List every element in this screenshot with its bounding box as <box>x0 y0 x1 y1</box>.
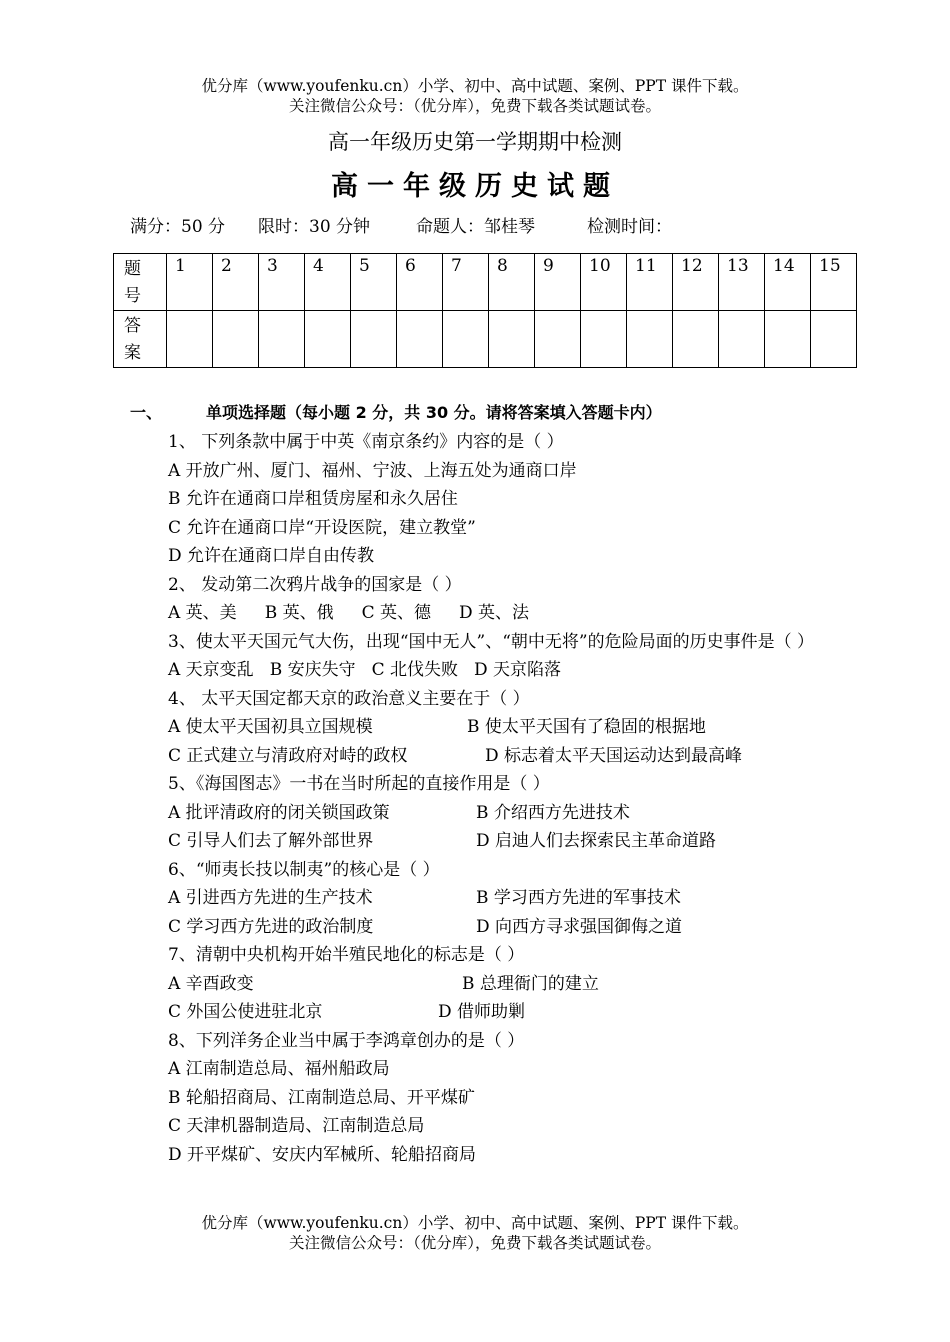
answer-option: D 标志着太平天国运动达到最高峰 <box>485 745 743 766</box>
answer-option: A 使太平天国初具立国规模 <box>168 717 373 737</box>
answer-option: A 江南制造总局、福州船政局 <box>168 1059 390 1079</box>
answer-cell[interactable] <box>811 311 857 368</box>
option-row <box>168 998 880 1027</box>
question-number-cell: 14 <box>765 254 811 311</box>
option-row <box>168 970 880 999</box>
question-list <box>168 428 880 1169</box>
full-score: 满分：50 分 <box>130 217 226 237</box>
answer-option: B 学习西方先进的军事技术 <box>476 888 681 908</box>
section-number: 一、 <box>130 403 163 422</box>
option-row <box>168 1084 880 1113</box>
option-row <box>168 827 880 856</box>
answer-option: D 启迪人们去探索民主革命道路 <box>476 831 717 851</box>
answer-option: B 使太平天国有了稳固的根据地 <box>467 717 706 737</box>
answer-cell[interactable] <box>213 311 259 368</box>
header-line-1: 优分库（www.youfenku.cn）小学、初中、高中试题、案例、PPT 课件下载。 <box>201 77 749 95</box>
section-title: 单项选择题（每小题 2 分，共 30 分。请将答案填入答题卡内） <box>206 403 662 422</box>
answer-cell[interactable] <box>489 311 535 368</box>
answer-cell[interactable] <box>167 311 213 368</box>
answer-option: A 英、美 <box>168 603 237 623</box>
option-row <box>168 514 880 543</box>
answer-cell[interactable] <box>305 311 351 368</box>
answer-option: D 开平煤矿、安庆内军械所、轮船招商局 <box>168 1144 477 1165</box>
option-row <box>168 599 880 628</box>
answer-option: B 介绍西方先进技术 <box>476 802 630 823</box>
question-number-cell: 10 <box>581 254 627 311</box>
option-row <box>168 485 880 514</box>
question-number-cell: 13 <box>719 254 765 311</box>
question-stem: 7、清朝中央机构开始半殖民地化的标志是（ ） <box>168 945 525 965</box>
author: 命题人：邹桂琴 <box>416 217 535 237</box>
question-number-cell: 7 <box>443 254 489 311</box>
footer-line-2: 关注微信公众号：（优分库），免费下载各类试题试卷。 <box>288 1234 661 1252</box>
question-number-cell: 15 <box>811 254 857 311</box>
option-row <box>168 713 880 742</box>
option-row <box>168 1141 880 1170</box>
exam-subtitle: 高一年级历史第一学期期中检测 <box>328 130 622 154</box>
answer-option: A 批评清政府的闭关锁国政策 <box>168 802 390 823</box>
question-number-cell: 11 <box>627 254 673 311</box>
answer-option: D 允许在通商口岸自由传教 <box>168 546 375 566</box>
exam-meta <box>130 212 672 237</box>
answer-option: C 北伐失败 <box>371 660 459 680</box>
question-stem: 8、下列洋务企业当中属于李鸿章创办的是（ ） <box>168 1030 525 1051</box>
footer-line-1: 优分库（www.youfenku.cn）小学、初中、高中试题、案例、PPT 课件下载。 <box>201 1214 749 1232</box>
answer-option: C 正式建立与清政府对峙的政权 <box>168 745 408 766</box>
option-row <box>168 742 880 771</box>
question-number-cell: 2 <box>213 254 259 311</box>
time-limit: 限时：30 分钟 <box>258 217 371 237</box>
answer-option: D 英、法 <box>459 603 530 623</box>
question-number-cell: 12 <box>673 254 719 311</box>
answer-option: A 开放广州、厦门、福州、宁波、上海五处为通商口岸 <box>168 460 577 481</box>
answer-cell[interactable] <box>397 311 443 368</box>
answer-option: C 允许在通商口岸“开设医院，建立教堂” <box>168 517 476 538</box>
question-stem: 5、《海国图志》一书在当时所起的直接作用是（ ） <box>168 774 550 794</box>
option-row <box>168 542 880 571</box>
answer-option: D 借师助剿 <box>438 1002 526 1022</box>
answer-option: B 安庆失守 <box>269 660 356 680</box>
question-stem: 2、 发动第二次鸦片战争的国家是（ ） <box>168 574 462 595</box>
question-number-cell: 4 <box>305 254 351 311</box>
option-row <box>168 656 880 685</box>
answer-option: B 轮船招商局、江南制造总局、开平煤矿 <box>168 1087 475 1108</box>
option-row <box>168 457 880 486</box>
answer-cell[interactable] <box>535 311 581 368</box>
question-stem: 6、“师夷长技以制夷”的核心是（ ） <box>168 859 440 880</box>
answer-option: D 天京陷落 <box>474 660 562 680</box>
question-number-cell: 8 <box>489 254 535 311</box>
answer-option: C 外国公使进驻北京 <box>168 1002 323 1022</box>
section-heading <box>130 400 662 423</box>
answer-option: B 允许在通商口岸租赁房屋和永久居住 <box>168 489 458 509</box>
answer-cell[interactable] <box>581 311 627 368</box>
exam-date: 检测时间： <box>587 217 672 237</box>
answer-cell[interactable] <box>627 311 673 368</box>
option-row <box>168 1055 880 1084</box>
answer-option: A 引进西方先进的生产技术 <box>168 888 373 908</box>
answer-table-answer-row <box>114 311 857 368</box>
answer-option: C 天津机器制造局、江南制造总局 <box>168 1116 425 1136</box>
answer-option: C 英、德 <box>361 603 432 623</box>
answer-cell[interactable] <box>259 311 305 368</box>
question-number-cell: 3 <box>259 254 305 311</box>
question-number-cell: 9 <box>535 254 581 311</box>
answer-cell[interactable] <box>351 311 397 368</box>
answer-option: A 天京变乱 <box>168 660 254 680</box>
answer-cell[interactable] <box>443 311 489 368</box>
answer-option: A 辛酉政变 <box>168 973 254 994</box>
option-row <box>168 884 880 913</box>
option-row <box>168 799 880 828</box>
answer-option: D 向西方寻求强国御侮之道 <box>476 916 683 937</box>
answer-option: B 总理衙门的建立 <box>462 973 599 994</box>
answer-cell[interactable] <box>719 311 765 368</box>
answer-cell[interactable] <box>673 311 719 368</box>
option-row <box>168 1112 880 1141</box>
question-number-cell: 5 <box>351 254 397 311</box>
answer-row-label: 答 案 <box>114 311 167 368</box>
question-stem: 3、使太平天国元气大伤，出现“国中无人”、“朝中无将”的危险局面的历史事件是（ ） <box>168 631 814 652</box>
question-stem: 1、 下列条款中属于中英《南京条约》内容的是（ ） <box>168 432 564 452</box>
question-number-cell: 6 <box>397 254 443 311</box>
answer-table-number-row <box>114 254 857 311</box>
answer-option: C 学习西方先进的政治制度 <box>168 916 374 937</box>
number-row-label: 题 号 <box>114 254 167 311</box>
answer-option: C 引导人们去了解外部世界 <box>168 831 374 851</box>
header-line-2: 关注微信公众号：（优分库），免费下载各类试题试卷。 <box>288 97 661 115</box>
answer-option: B 英、俄 <box>264 603 334 623</box>
question-stem: 4、 太平天国定都天京的政治意义主要在于（ ） <box>168 688 530 709</box>
option-row <box>168 913 880 942</box>
exam-title: 高一年级历史试题 <box>331 171 619 202</box>
answer-cell[interactable] <box>765 311 811 368</box>
answer-table <box>113 253 857 368</box>
question-number-cell: 1 <box>167 254 213 311</box>
